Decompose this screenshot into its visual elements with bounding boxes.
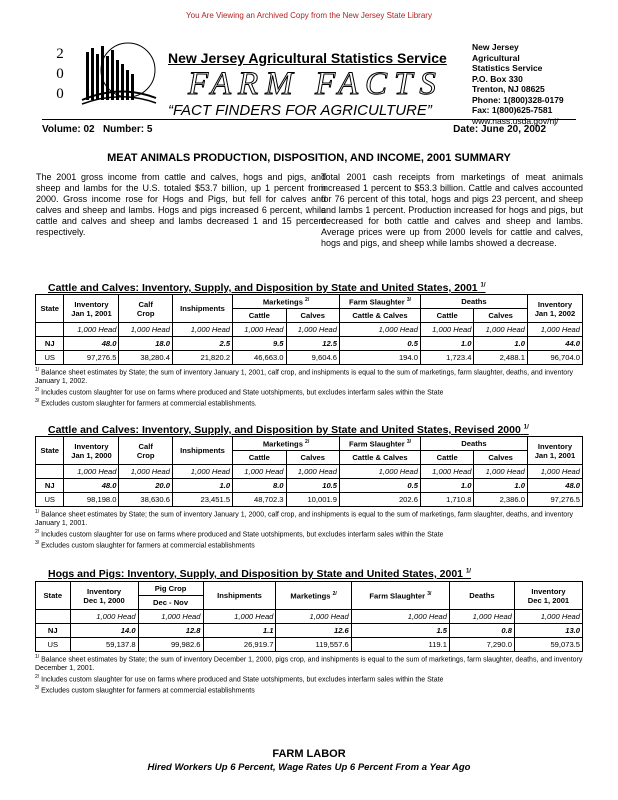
table3-footnotes	[35, 653, 583, 696]
footnote	[35, 397, 583, 409]
year-digit: 0	[56, 66, 64, 82]
address-line: Trenton, NJ 08625	[472, 84, 545, 94]
value-cell: 38,630.6	[119, 493, 172, 507]
col-header-inventory: Inventory Dec 1, 2000	[70, 582, 138, 610]
value-cell: 1,000 Head	[420, 465, 473, 479]
col-header-calves: Calves	[474, 451, 527, 465]
value-cell: 1,000 Head	[474, 465, 527, 479]
table2-caption-text: Cattle and Calves: Inventory, Supply, and Disposition by State and United States, Revised 2000	[48, 424, 521, 436]
value-cell: 18.0	[119, 337, 172, 351]
year-digit: 0	[56, 86, 64, 102]
nass-logo-icon	[80, 40, 158, 106]
address-line: Fax: 1(800)625-7581	[472, 105, 553, 115]
col-header-pig-crop: Pig Crop	[138, 582, 203, 596]
issue-number: Number: 5	[102, 124, 153, 135]
value-cell: 9,604.6	[286, 351, 339, 365]
value-cell: 12.6	[276, 624, 351, 638]
footnote	[35, 528, 583, 540]
value-cell: 1,000 Head	[172, 465, 232, 479]
footnote	[35, 684, 583, 696]
value-cell: 0.8	[450, 624, 515, 638]
footnote-text: Balance sheet estimates by State; the sum of inventory December 1, 2000, pigs crop, and inshipments is equal to the sum of marketings, farm slaughter, deaths, and inventory December 1, 2001.	[35, 656, 583, 672]
value-cell: 26,919.7	[203, 638, 276, 652]
footnote-marker: 1/	[35, 509, 40, 515]
value-cell: 1,000 Head	[351, 610, 449, 624]
value-cell: 1,000 Head	[420, 323, 473, 337]
value-cell: 1,000 Head	[119, 323, 172, 337]
value-cell: 1,000 Head	[64, 323, 119, 337]
tagline: “FACT FINDERS FOR AGRICULTURE”	[168, 102, 432, 119]
address-line: Agricultural	[472, 52, 520, 63]
value-cell: 1,000 Head	[233, 323, 286, 337]
footnote	[35, 539, 583, 551]
value-cell: 20.0	[119, 479, 172, 493]
year-digits	[50, 44, 70, 104]
value-cell: 1,000 Head	[276, 610, 351, 624]
value-cell: 97,276.5	[64, 351, 119, 365]
col-header-calf-crop: Calf Crop	[119, 437, 172, 465]
value-cell: 1,723.4	[420, 351, 473, 365]
value-cell: 119,557.6	[276, 638, 351, 652]
value-cell: 1,000 Head	[138, 610, 203, 624]
table1-footnotes	[35, 366, 583, 409]
table2-caption	[48, 424, 529, 436]
value-cell: 2,386.0	[474, 493, 527, 507]
units-row	[36, 610, 583, 624]
archive-banner: You Are Viewing an Archived Copy from the New Jersey State Library	[186, 11, 432, 20]
value-cell: 1.1	[203, 624, 276, 638]
value-cell: 1,000 Head	[514, 610, 582, 624]
table-row	[36, 493, 583, 507]
footnote-marker: 1/	[35, 654, 40, 660]
value-cell: 48.0	[527, 479, 582, 493]
masthead-title: FARM FACTS	[188, 66, 443, 102]
col-header-farm-slaughter: Farm Slaughter $^{3/}$	[340, 437, 421, 451]
value-cell: 1,000 Head	[119, 465, 172, 479]
value-cell: 202.6	[340, 493, 421, 507]
value-cell: 48.0	[64, 479, 119, 493]
table1-caption	[48, 282, 486, 294]
table3	[35, 581, 583, 652]
value-cell: 1,710.8	[420, 493, 473, 507]
address-block	[472, 42, 564, 126]
value-cell: 1,000 Head	[233, 465, 286, 479]
value-cell: 59,137.8	[70, 638, 138, 652]
value-cell: 10.5	[286, 479, 339, 493]
footnote-marker: 2/	[35, 673, 40, 680]
units-row	[36, 323, 583, 337]
footnote-marker: 2/	[35, 528, 40, 535]
state-cell	[36, 610, 71, 624]
footnote-text: Includes custom slaughter for use on farms where produced and State uotshipments, but excludes interfarm sales within the State	[41, 676, 444, 684]
state-cell	[36, 465, 64, 479]
col-header-calves: Calves	[474, 309, 527, 323]
state-cell: US	[36, 351, 64, 365]
value-cell: 59,073.5	[514, 638, 582, 652]
value-cell: 1,000 Head	[286, 465, 339, 479]
table1-caption-text: Cattle and Calves: Inventory, Supply, and Disposition by State and United States, 2001	[48, 282, 478, 294]
table-row	[36, 624, 583, 638]
col-header-cattle-calves: Cattle & Calves	[340, 451, 421, 465]
value-cell: 48.0	[64, 337, 119, 351]
footnote-text: Excludes custom slaughter for farmers at commercial establishments	[41, 687, 255, 695]
article-title: MEAT ANIMALS PRODUCTION, DISPOSITION, AND INCOME, 2001 SUMMARY	[107, 152, 511, 164]
address-line: Phone: 1(800)328-0179	[472, 94, 564, 105]
footnote	[35, 508, 583, 528]
article-paragraph-left: The 2001 gross income from cattle and calves, hogs and pigs, and sheep and lambs for the U.S. totaled $53.7 billion, up 1 percent from 2000. Gross income rose for Hogs and Pigs, but fell for calves and calves and sheep and lambs. Hogs and pigs increased 6 percent, while cattle and calves and sheep and lambs decreased 1 and 15 percent respectively.	[36, 172, 326, 237]
value-cell: 97,276.5	[527, 493, 582, 507]
value-cell: 12.5	[286, 337, 339, 351]
issue-date: Date: June 20, 2002	[453, 124, 546, 135]
col-header-end-inventory: Inventory Jan 1, 2001	[527, 437, 582, 465]
address-line: P.O. Box 330	[472, 73, 523, 84]
value-cell: 1.0	[474, 479, 527, 493]
value-cell: 10,001.9	[286, 493, 339, 507]
footnote-marker: 3/	[35, 540, 40, 547]
value-cell: 98,198.0	[64, 493, 119, 507]
value-cell: 7,290.0	[450, 638, 515, 652]
value-cell: 2,488.1	[474, 351, 527, 365]
col-header-farm-slaughter: Farm Slaughter $^{3/}$	[340, 295, 421, 309]
footnote-text: Includes custom slaughter for use on farms where produced and State uotshipments, but excludes interfarm sales within the State	[41, 389, 444, 397]
col-header-inventory: Inventory Jan 1, 2001	[64, 295, 119, 323]
col-header-calves: Calves	[286, 309, 339, 323]
value-cell: 48,702.3	[233, 493, 286, 507]
footnote-text: Excludes custom slaughter for farmers at commercial establishments.	[41, 400, 257, 408]
state-cell: NJ	[36, 337, 64, 351]
col-header-cattle: Cattle	[420, 451, 473, 465]
value-cell: 38,280.4	[119, 351, 172, 365]
volume: Volume: 02	[42, 124, 95, 135]
article-paragraph-right: Total 2001 cash receipts from marketings of meat animals increased 1 percent to $53.3 billion. Cattle and calves accounted for 76 percent of this total, hogs and pigs 23 percent, and sheep and lambs 1 percent. Production increased for hogs and pigs, but decreased for both cattle and calves and sheep and lambs. Average prices were up from 2000 levels for cattle and calves, hogs and pigs, and sheep while lambs showed a decrease.	[321, 172, 583, 248]
footnote-text: Excludes custom slaughter for farmers at commercial establishments	[41, 542, 255, 550]
farm-labor-subtitle: Hired Workers Up 6 Percent, Wage Rates Up 6 Percent From a Year Ago	[147, 762, 471, 773]
value-cell: 1,000 Head	[527, 323, 582, 337]
value-cell: 2.5	[172, 337, 232, 351]
table2-caption-note: 1/	[523, 424, 529, 431]
col-header-marketings: Marketings $^{2/}$	[276, 582, 351, 610]
farm-labor-heading: FARM LABOR	[272, 748, 346, 760]
state-cell: US	[36, 638, 71, 652]
state-cell	[36, 323, 64, 337]
value-cell: 1,000 Head	[64, 465, 119, 479]
value-cell: 13.0	[514, 624, 582, 638]
value-cell: 1,000 Head	[203, 610, 276, 624]
value-cell: 1.0	[420, 337, 473, 351]
value-cell: 0.5	[340, 479, 421, 493]
col-header-deaths: Deaths	[420, 295, 527, 309]
col-header-state: State	[36, 295, 64, 323]
website-link[interactable]: www.nass.usda.gov/nj/	[472, 115, 559, 126]
col-header-calf-crop: Calf Crop	[119, 295, 172, 323]
col-header-deaths: Deaths	[450, 582, 515, 610]
units-row	[36, 465, 583, 479]
table2	[35, 436, 583, 507]
value-cell: 99,982.6	[138, 638, 203, 652]
col-header-marketings: Marketings $^{2/}$	[233, 295, 340, 309]
table3-caption-note: 1/	[465, 568, 471, 575]
col-header-deaths: Deaths	[420, 437, 527, 451]
table1-caption-note: 1/	[480, 282, 486, 289]
table2-footnotes	[35, 508, 583, 551]
value-cell: 0.5	[340, 337, 421, 351]
value-cell: 21,820.2	[172, 351, 232, 365]
footnote-marker: 1/	[35, 367, 40, 373]
value-cell: 194.0	[340, 351, 421, 365]
table1	[35, 294, 583, 365]
footnote-text: Includes custom slaughter for use on farms where produced and State uotshipments, but excludes interfarm sales within the State	[41, 531, 444, 539]
value-cell: 1,000 Head	[70, 610, 138, 624]
col-header-state: State	[36, 582, 71, 610]
col-header-pig-period: Dec - Nov	[138, 596, 203, 610]
year-digit: 2	[56, 46, 64, 62]
footnote	[35, 366, 583, 386]
footnote-marker: 3/	[35, 398, 40, 405]
state-cell: NJ	[36, 624, 71, 638]
value-cell: 1,000 Head	[474, 323, 527, 337]
col-header-cattle: Cattle	[233, 451, 286, 465]
footnote-text: Balance sheet estimates by State; the sum of inventory January 1, 2001, calf crop, and inshipments is equal to the sum of marketings, farm slaughter, deaths, and inventory January 1, 2002.	[35, 369, 574, 385]
value-cell: 96,704.0	[527, 351, 582, 365]
issue-line	[42, 124, 576, 135]
value-cell: 1.5	[351, 624, 449, 638]
col-header-state: State	[36, 437, 64, 465]
value-cell: 44.0	[527, 337, 582, 351]
address-line: Statistics Service	[472, 63, 543, 73]
col-header-inshipments: Inshipments	[172, 295, 232, 323]
col-header-marketings: Marketings $^{2/}$	[233, 437, 340, 451]
value-cell: 12.8	[138, 624, 203, 638]
value-cell: 14.0	[70, 624, 138, 638]
value-cell: 1.0	[172, 479, 232, 493]
address-line: New Jersey	[472, 42, 519, 52]
col-header-end-inventory: Inventory Dec 1, 2001	[514, 582, 582, 610]
col-header-inshipments: Inshipments	[203, 582, 276, 610]
col-header-inventory: Inventory Jan 1, 2000	[64, 437, 119, 465]
header-divider	[42, 119, 576, 120]
col-header-cattle-calves: Cattle & Calves	[340, 309, 421, 323]
col-header-inshipments: Inshipments	[172, 437, 232, 465]
footnote-marker: 3/	[35, 685, 40, 692]
state-cell: NJ	[36, 479, 64, 493]
col-header-calves: Calves	[286, 451, 339, 465]
col-header-cattle: Cattle	[233, 309, 286, 323]
value-cell: 8.0	[233, 479, 286, 493]
table-row	[36, 479, 583, 493]
value-cell: 23,451.5	[172, 493, 232, 507]
value-cell: 1,000 Head	[172, 323, 232, 337]
table3-caption	[48, 568, 471, 580]
value-cell: 1,000 Head	[286, 323, 339, 337]
value-cell: 1,000 Head	[340, 323, 421, 337]
value-cell: 1.0	[420, 479, 473, 493]
footnote	[35, 653, 583, 673]
table-row	[36, 638, 583, 652]
table-row	[36, 351, 583, 365]
value-cell: 1,000 Head	[527, 465, 582, 479]
footnote	[35, 386, 583, 398]
footnote-marker: 2/	[35, 386, 40, 393]
service-name: New Jersey Agricultural Statistics Service	[168, 50, 447, 66]
value-cell: 1,000 Head	[340, 465, 421, 479]
value-cell: 1,000 Head	[450, 610, 515, 624]
table-row	[36, 337, 583, 351]
value-cell: 46,663.0	[233, 351, 286, 365]
col-header-end-inventory: Inventory Jan 1, 2002	[527, 295, 582, 323]
value-cell: 119.1	[351, 638, 449, 652]
footnote	[35, 673, 583, 685]
col-header-cattle: Cattle	[420, 309, 473, 323]
state-cell: US	[36, 493, 64, 507]
value-cell: 1.0	[474, 337, 527, 351]
table3-caption-text: Hogs and Pigs: Inventory, Supply, and Disposition by State and United States, 2001	[48, 568, 464, 580]
col-header-farm-slaughter: Farm Slaughter $^{3/}$	[351, 582, 449, 610]
value-cell: 9.5	[233, 337, 286, 351]
footnote-text: Balance sheet estimates by State; the sum of inventory January 1, 2000, calf crop, and inshipments is equal to the sum of marketings, farm slaughter, deaths, and inventory January 1, 2001.	[35, 511, 574, 527]
